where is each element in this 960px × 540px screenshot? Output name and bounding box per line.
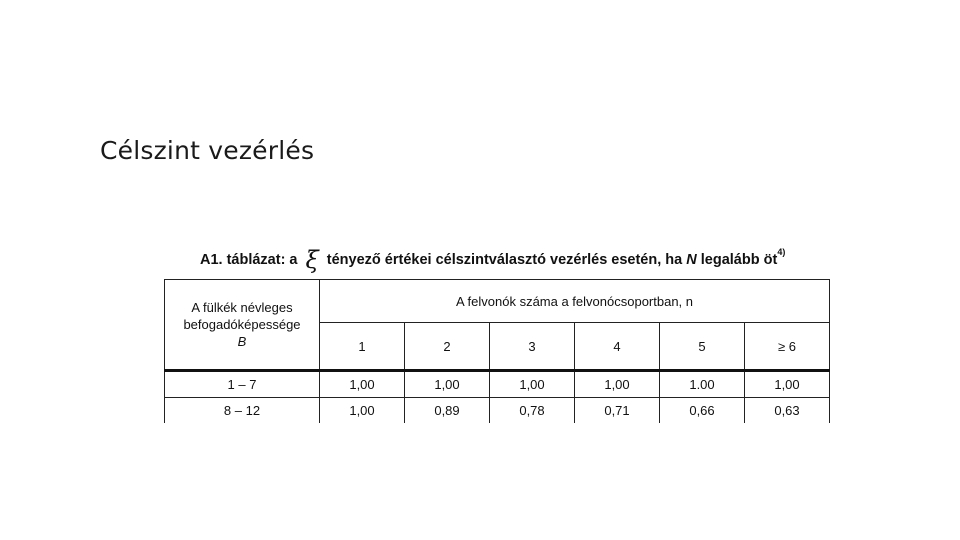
- table-cell: 1,00: [575, 371, 660, 398]
- caption-prefix: A1. táblázat: a: [200, 252, 298, 268]
- row-label: 1 – 7: [165, 371, 320, 398]
- header-row-top: [165, 280, 830, 323]
- row-header-cell: [165, 280, 320, 371]
- caption-middle: tényező értékei célszintválasztó vezérlés esetén, ha: [326, 252, 683, 268]
- table-cell: 0,71: [575, 398, 660, 424]
- row-header-line-3: B: [237, 334, 247, 349]
- table-cell: 1,00: [490, 371, 575, 398]
- table-cell: 1.00: [660, 371, 745, 398]
- xi-factor-table: [164, 279, 830, 423]
- group-header: A felvonók száma a felvonócsoportban, n: [320, 280, 830, 323]
- col-header-6: ≥ 6: [745, 323, 830, 371]
- row-label: 8 – 12: [165, 398, 320, 424]
- xi-symbol: ξ: [305, 246, 319, 274]
- row-header-line-2: befogadóképessége: [183, 317, 301, 332]
- table-cell: 0,89: [405, 398, 490, 424]
- table-row: [165, 371, 830, 398]
- table-row: [165, 398, 830, 424]
- table-cell: 1,00: [745, 371, 830, 398]
- table-cell: 0,66: [660, 398, 745, 424]
- table-cell: 0,78: [490, 398, 575, 424]
- col-header-5: 5: [660, 323, 745, 371]
- slide-title: Célszint vezérlés: [100, 136, 315, 165]
- table-caption: [200, 242, 786, 274]
- caption-footnote: 4): [777, 247, 786, 258]
- table-cell: 0,63: [745, 398, 830, 424]
- row-header-line-1: A fülkék névleges: [191, 300, 293, 315]
- col-header-4: 4: [575, 323, 660, 371]
- col-header-3: 3: [490, 323, 575, 371]
- table-cell: 1,00: [405, 371, 490, 398]
- caption-italic: N: [686, 252, 697, 268]
- table-cell: 1,00: [320, 371, 405, 398]
- col-header-2: 2: [405, 323, 490, 371]
- table-cell: 1,00: [320, 398, 405, 424]
- col-header-1: 1: [320, 323, 405, 371]
- caption-suffix: legalább öt: [700, 252, 778, 268]
